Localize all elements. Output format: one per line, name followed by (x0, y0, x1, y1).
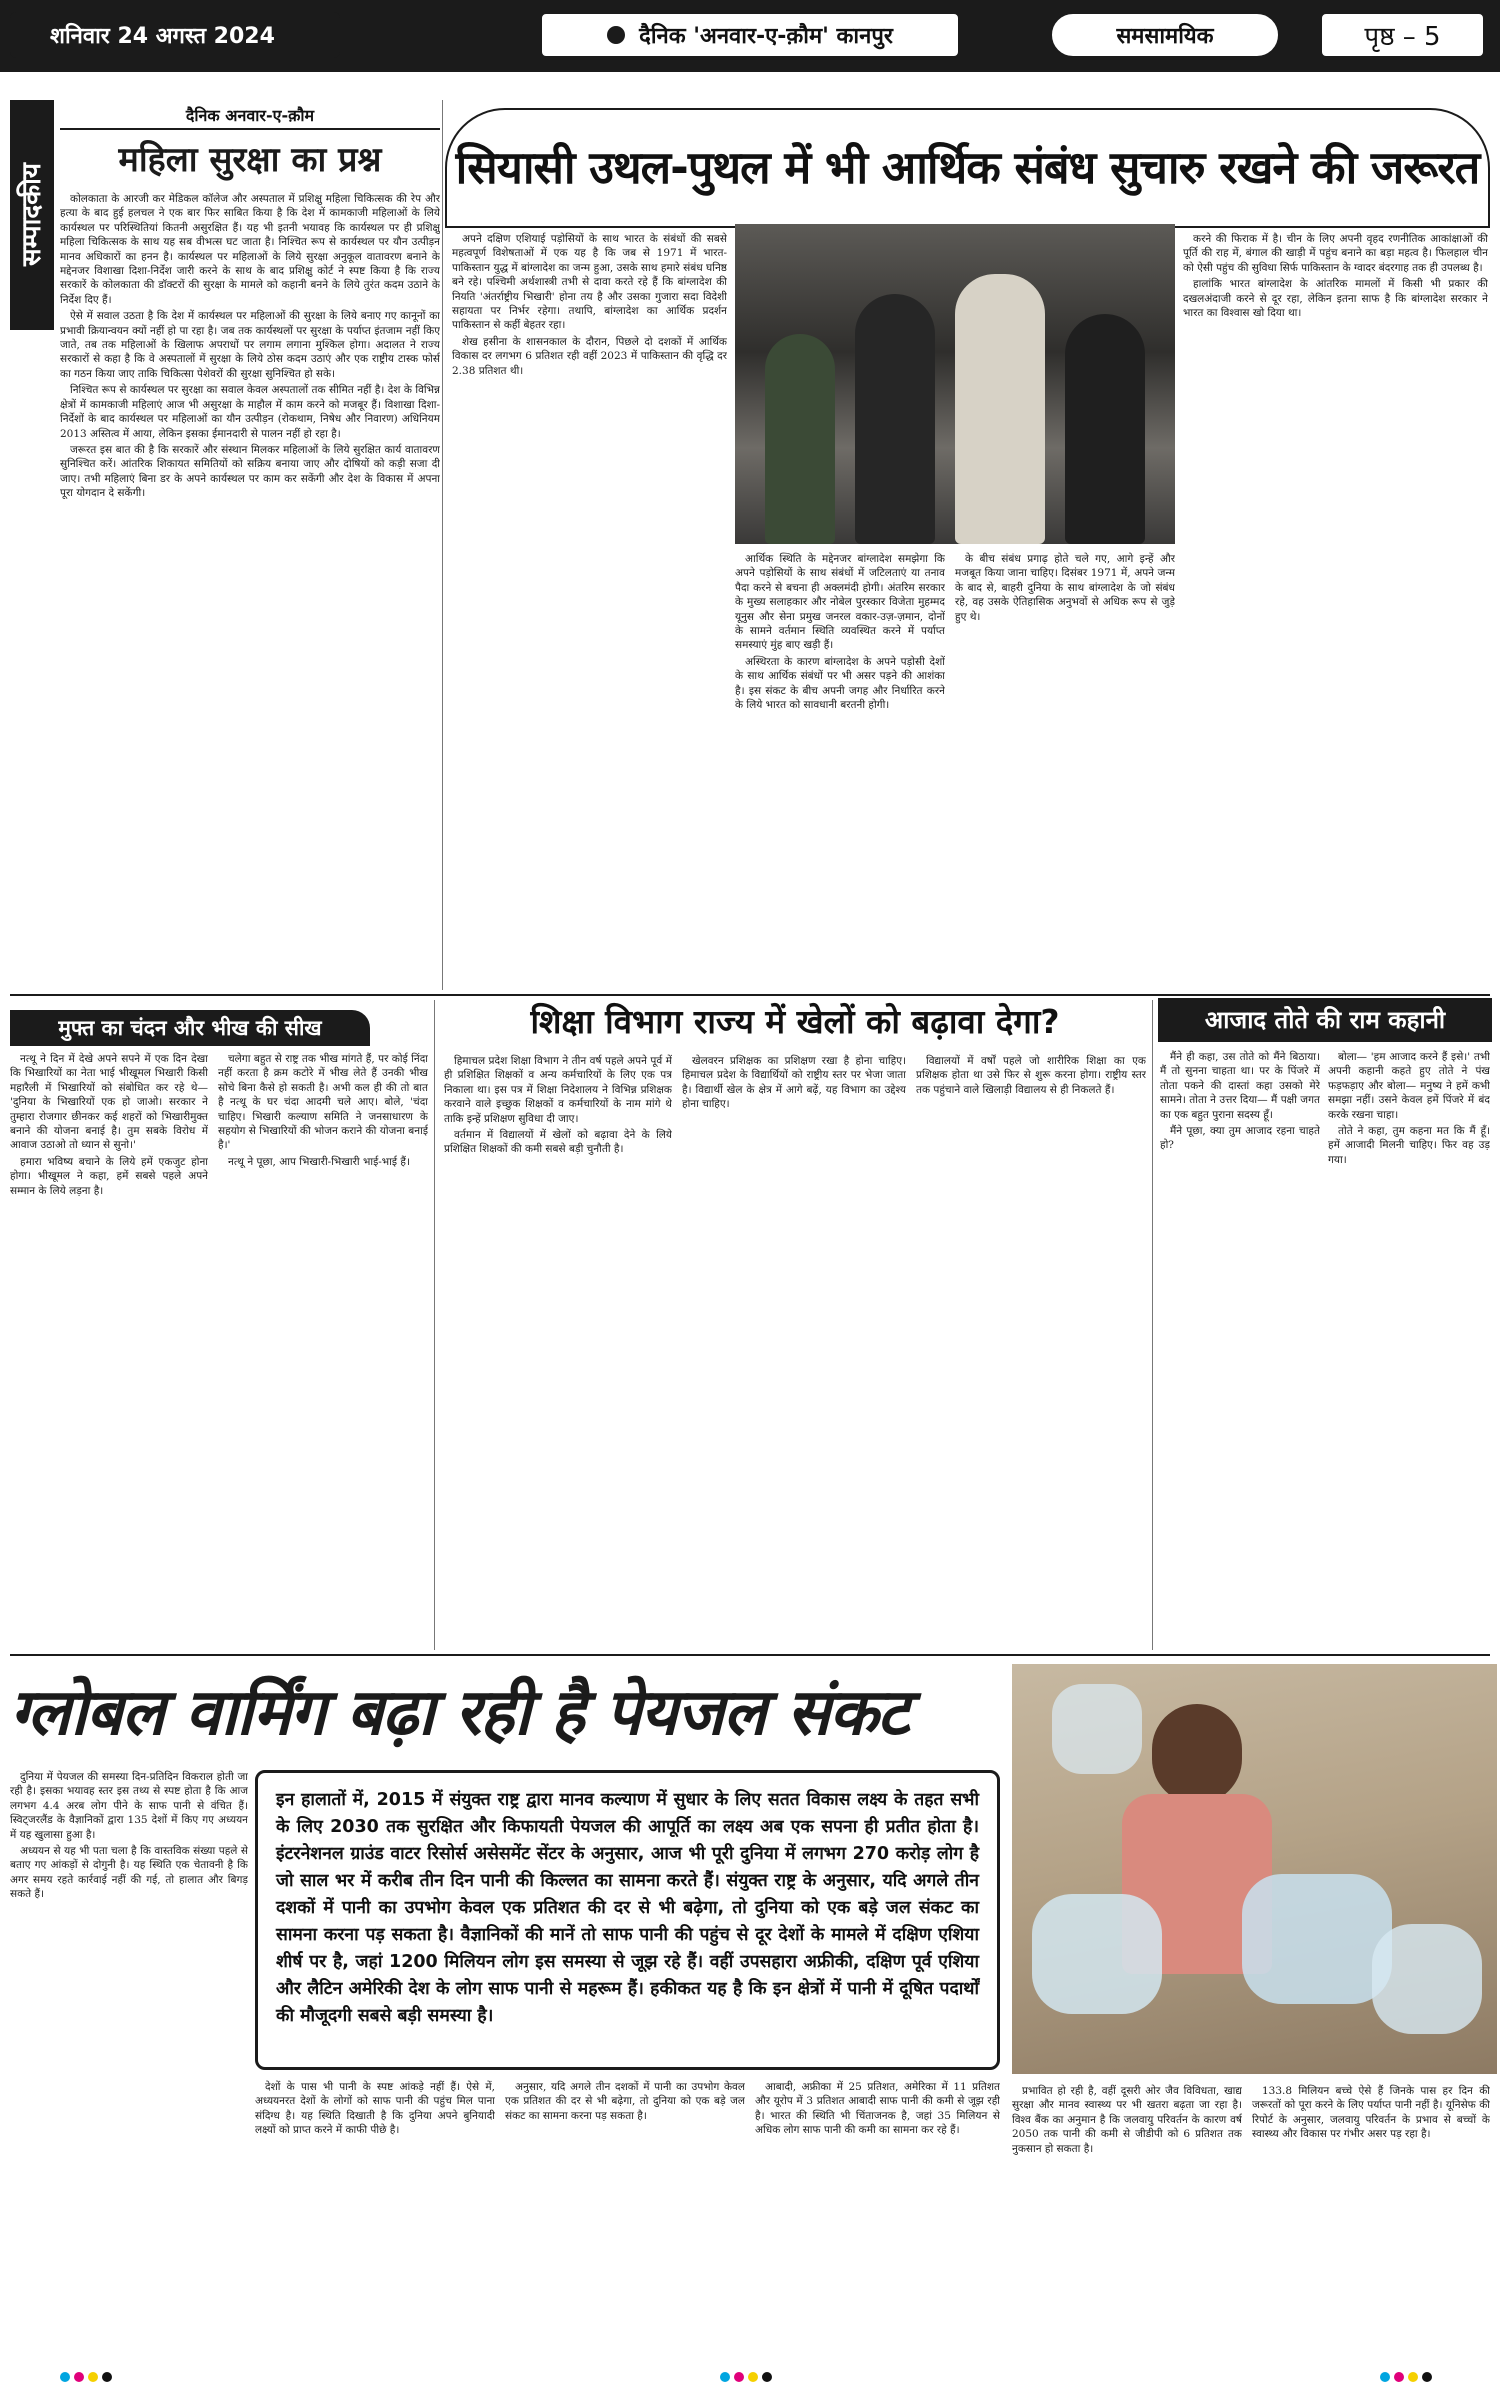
water-headline: ग्लोबल वार्मिंग बढ़ा रही है पेयजल संकट (10, 1676, 909, 1750)
khel-paragraph: खेलवरन प्रशिक्षक का प्रशिक्षण रखा है होना चाहिए। हिमाचल प्रदेश के विद्यार्थियों को राष्ट्रीय स्तर पर भेजा जाता है। विद्यार्थी खेल के क्षेत्र में आगे बढ़ें, यह विभाग का उद्देश्य होना चाहिए। (682, 1055, 906, 1111)
tote-paragraph: तोते ने कहा, तुम कहना मत कि मैं हूँ। हमें आजादी मिलनी चाहिए। फिर वह उड़ गया। (1328, 1125, 1490, 1166)
main-story-paragraph: हालांकि भारत बांग्लादेश के आंतरिक मामलों में किसी भी प्रकार की दखलअंदाजी करने से दूर रहा, लेकिन इतना साफ है कि बांग्लादेश सरकार ने भारत का विश्वास खो दिया था। (1183, 278, 1488, 320)
main-story-paragraph: आर्थिक स्थिति के मद्देनजर बांग्लादेश समझेगा कि अपने पड़ोसियों के साथ संबंधों में जटिलताएं या तनाव पैदा करने से बचना ही अक्लमंदी होगी। अंतरिम सरकार के मुख्य सलाहकार और नोबेल पुरस्कार विजेता मुहम्मद यूनुस और सेना प्रमुख जनरल वकार-उज़-ज़मान, दोनों के सामने वर्तमान स्थिति व्यवस्थित करने में पर्याप्त समस्याएं मुंह बाए खड़ी हैं। (735, 553, 945, 652)
section-divider (10, 1654, 1490, 1656)
water-col5 (1012, 2084, 1242, 2362)
masthead-page-number: पृष्ठ – 5 (1320, 12, 1485, 58)
tote-paragraph: मैंने ही कहा, उस तोते को मैंने बिठाया। मैं तो सुनना चाहता था। पर के पिंजरे में तोता पकने की दास्तां कहा उसको मेरे सामने। तोता ने उत्तर दिया— मैं पक्षी जगत का एक बहुत पुराना सदस्य हूँ। (1160, 1051, 1320, 1121)
tote-headline: आजाद तोते की राम कहानी (1158, 998, 1492, 1042)
editorial-paragraph: कोलकाता के आरजी कर मेडिकल कॉलेज और अस्पताल में प्रशिक्षु महिला चिकित्सक की रेप और हत्या के बाद हुई हलचल ने एक बार फिर साबित किया है कि देश में कामकाजी महिलाओं के लिये कार्यस्थल पर परिस्थितियां कितनी असुरक्षित हैं। यह भी इतनी भयावह कि कार्यस्थल पर ही प्रशिक्षु महिला चिकित्सक के साथ यह सब वीभत्स घट जाता है। निश्चित रूप से कार्यस्थल पर यौन उत्पीड़न मानव अधिकारों का हनन है। कार्यस्थल पर महिलाओं के लिये सुरक्षा अनुकूल वातावरण बनाने के मद्देनजर विशाखा दिशा-निर्देश जारी करने के साथ के बाद प्रशिक्षु कोर्ट ने स्पष्ट किया है कि राज्य सरकारें के कोलकाता की डॉक्टरों की सुरक्षा के मामले को कहानी बनने के लिये तुरंत कदम उठाने के निर्देश दिए हैं। (60, 193, 440, 306)
water-paragraph: अध्ययन से यह भी पता चला है कि वास्तविक संख्या पहले से बताए गए आंकड़ों से दोगुनी है। यह स्थिति एक चेतावनी है कि अगर समय रहते कार्रवाई नहीं की गई, तो हालात और बिगड़ सकते हैं। (10, 1845, 248, 1901)
masthead (0, 0, 1500, 72)
khel-paragraph: विद्यालयों में वर्षों पहले जो शारीरिक शिक्षा का एक प्रशिक्षक होता था उसे फिर से शुरू करना होगा। राष्ट्रीय स्तर तक पहुंचाने वाले खिलाड़ी विद्यालय से ही निकलते हैं। (916, 1055, 1146, 1096)
water-col6 (1252, 2084, 1490, 2362)
main-story-paragraph: शेख हसीना के शासनकाल के दौरान, पिछले दो दशकों में आर्थिक विकास दर लगभग 6 प्रतिशत रही वहीं 2023 में पाकिस्तान की वृद्धि दर 2.38 प्रतिशत थी। (452, 335, 727, 377)
photo-figure (955, 274, 1045, 544)
editorial-paragraph: जरूरत इस बात की है कि सरकारें और संस्थान मिलकर महिलाओं के लिये सुरक्षित कार्य वातावरण सुनिश्चित करें। आंतरिक शिकायत समितियों को सक्रिय बनाया जाए और दोषियों को कड़ी सजा दी जाए। तभी महिलाएं बिना डर के अपने कार्यस्थल पर काम कर सकेंगी और देश के विकास में अपना पूरा योगदान दे सकेंगी। (60, 443, 440, 500)
editorial-body (60, 192, 440, 982)
water-col3 (505, 2080, 745, 2362)
water-bottle (1372, 1924, 1482, 2034)
water-col1 (10, 1770, 248, 2362)
photo-figure (1065, 314, 1145, 544)
tote-col1 (1160, 1050, 1320, 1648)
khel-col3 (916, 1054, 1146, 1648)
water-highlight-box: इन हालातों में, 2015 में संयुक्त राष्ट्र द्वारा मानव कल्याण में सुधार के लिए सतत विकास लक्ष्य के तहत सभी के लिए 2030 तक सुरक्षित और किफायती पेयजल की आपूर्ति का लक्ष्य अब एक सपना ही प्रतीत होता है। इंटरनेशनल ग्राउंड वाटर रिसोर्स असेसमेंट सेंटर के अनुसार, आज भी पूरी दुनिया में लगभग 270 करोड़ लोग है जो साल भर में करीब तीन दिन पानी की किल्लत का सामना करते हैं। संयुक्त राष्ट्र के अनुसार, यदि अगले तीन दशकों में पानी का उपभोग केवल एक प्रतिशत की दर से भी बढ़ेगा, तो दुनिया को एक बड़े जल संकट का सामना करना पड़ सकता है। वैज्ञानिकों की मानें तो साफ पानी की पहुंच से दूर देशों के मामले में दक्षिण एशिया शीर्ष पर है, जहां 1200 मिलियन लोग इस समस्या से जूझ रहे हैं। वहीं उपसहारा अफ्रीकी, दक्षिण पूर्व एशिया और लैटिन अमेरिकी देश के लोग साफ पानी से महरूम हैं। हकीकत यह है कि इन क्षेत्रों में पानी में दूषित पदार्थों की मौजूदगी सबसे बड़ी समस्या है। (255, 1770, 1000, 2070)
bullet-icon (607, 26, 625, 44)
bhikh-col2 (218, 1052, 428, 1648)
main-story-paragraph: अस्थिरता के कारण बांग्लादेश के अपने पड़ोसी देशों के साथ आर्थिक संबंधों पर भी असर पड़ने की आशंका है। इस संकट के बीच अपनी जगह और निर्धारित करने के लिये भारत को सावधानी बरतनी होगी। (735, 655, 945, 712)
tote-paragraph: बोला— 'हम आजाद करने हैं इसे।' तभी अपनी कहानी कहते हुए तोते ने पंख फड़फड़ाए और बोला— मनुष्य ने हमें कभी समझा नहीं। उसने केवल हमें पिंजरे में बंद करके रखना चाहा। (1328, 1051, 1490, 1121)
bhikh-col1 (10, 1052, 208, 1648)
masthead-date: शनिवार 24 अगस्त 2024 (10, 12, 340, 58)
tote-paragraph: मैंने पूछा, क्या तुम आजाद रहना चाहते हो? (1160, 1125, 1320, 1152)
registration-dot (74, 2372, 84, 2382)
editorial-paragraph: निश्चित रूप से कार्यस्थल पर सुरक्षा का सवाल केवल अस्पतालों तक सीमित नहीं है। देश के विभिन्न क्षेत्रों में कामकाजी महिलाएं आज भी असुरक्षा के माहौल में काम करने को मजबूर हैं। विशाखा दिशा-निर्देशों के बाद कार्यस्थल पर महिलाओं का यौन उत्पीड़न (रोकथाम, निषेध और निवारण) अधिनियम 2013 अस्तित्व में आया, लेकिन इसका ईमानदारी से पालन नहीं हो रहा है। (60, 384, 440, 440)
registration-dot (1422, 2372, 1432, 2382)
main-story-col2a (735, 552, 945, 992)
registration-dot (720, 2372, 730, 2382)
editorial-title: महिला सुरक्षा का प्रश्न (118, 140, 382, 180)
main-story-paragraph: अपने दक्षिण एशियाई पड़ोसियों के साथ भारत के संबंधों की सबसे महत्वपूर्ण विशेषताओं में एक यह है कि जब से 1971 में भारत-पाकिस्तान युद्ध में बांग्लादेश का जन्म हुआ, उसके साथ हमारे संबंध घनिष्ठ बने रहे। पश्चिमी अर्थशास्त्री तभी से दावा करते रहे हैं कि बांग्लादेश की नियति 'अंतर्राष्ट्रीय भिखारी' होना तय है और उसका गुजारा सदा विदेशी सहायता पर निर्भर रहेगा। तथापि, बांग्लादेश का आर्थिक प्रदर्शन पाकिस्तान से कहीं बेहतर रहा। (452, 233, 727, 332)
editorial-strip: सम्पादकीय (10, 100, 54, 330)
bhikh-paragraph: नत्थू ने पूछा, आप भिखारी-भिखारी भाई-भाई हैं। (228, 1155, 410, 1168)
main-story-col1 (452, 232, 727, 992)
main-story-paragraph: करने की फिराक में है। चीन के लिए अपनी वृहद रणनीतिक आकांक्षाओं की पूर्ति की राह में, बंगाल की खाड़ी में पहुंच बनाने का बड़ा महत्व है। फिलहाल चीन को ऐसी पहुंच की सुविधा सिर्फ पाकिस्तान के ग्वादर बंदरगाह तक ही उपलब्ध है। (1183, 233, 1488, 274)
water-paragraph: अनुसार, यदि अगले तीन दशकों में पानी का उपभोग केवल एक प्रतिशत की दर से भी बढ़ेगा, तो दुनिया को एक बड़े जल संकट का सामना करना पड़ सकता है। (505, 2081, 745, 2122)
news-photo-dignitaries (735, 224, 1175, 544)
photo-figure (1152, 1704, 1242, 1804)
main-headline: सियासी उथल-पुथल में भी आर्थिक संबंध सुचारु रखने की जरूरत (445, 108, 1490, 228)
water-paragraph: प्रभावित हो रही है, वहीं दूसरी ओर जैव विविधता, खाद्य सुरक्षा और मानव स्वास्थ्य पर भी खतरा बढ़ता जा रहा है। विश्व बैंक का अनुमान है कि जलवायु परिवर्तन के कारण वर्ष 2050 तक पानी की कमी से जीडीपी को 6 प्रतिशत तक नुकसान हो सकता है। (1012, 2085, 1242, 2155)
registration-dot (1394, 2372, 1404, 2382)
registration-dot (102, 2372, 112, 2382)
khel-headline: शिक्षा विभाग राज्य में खेलों को बढ़ावा देगा? (530, 1002, 1060, 1041)
news-photo-child-with-water-bottles (1012, 1664, 1497, 2074)
water-bottle (1242, 1874, 1392, 2004)
water-paragraph: दुनिया में पेयजल की समस्या दिन-प्रतिदिन विकराल होती जा रही है। इसका भयावह स्तर इस तथ्य से स्पष्ट होता है कि आज लगभग 4.4 अरब लोग पीने के साफ पानी से वंचित हैं। स्विट्जरलैंड के वैज्ञानिकों द्वारा 135 देशों में किए गए अध्ययन में यह खुलासा हुआ है। (10, 1771, 248, 1841)
masthead-paper-label: दैनिक 'अनवार-ए-क़ौम' कानपुर (639, 24, 893, 49)
tote-col2 (1328, 1050, 1490, 1648)
registration-dot (734, 2372, 744, 2382)
column-divider (442, 100, 443, 990)
photo-figure (765, 334, 835, 544)
khel-col1 (444, 1054, 672, 1648)
khel-paragraph: वर्तमान में विद्यालयों में खेलों को बढ़ावा देने के लिये प्रशिक्षित शिक्षकों की कमी सबसे बड़ी चुनौती है। (444, 1129, 672, 1156)
bhikh-headline: मुफ्त का चंदन और भीख की सीख (10, 1010, 370, 1046)
bhikh-paragraph: चलेगा बहुत से राष्ट्र तक भीख मांगते हैं, पर कोई निंदा नहीं करता है क्रम कटोरे में भीख लेते हैं उनकी भीख सोचे बिना कैसे हो सकती है। अभी कल ही की तो बात है नत्थू के घर चंदा आदमी चले आए। बोले, 'चंदा चाहिए। भिखारी कल्याण समिति ने जनसाधारण के सहयोग से भिखारियों की भोजन कराने की योजना बनाई है।' (218, 1053, 428, 1152)
color-registration-strip (0, 2368, 1500, 2384)
water-bottle (1052, 1684, 1142, 1774)
masthead-section: समसामयिक (1050, 12, 1280, 58)
bhikh-paragraph: हमारा भविष्य बचाने के लिये हमें एकजुट होना होगा। भीखूमल ने कहा, हमें सबसे पहले अपने सम्मान के लिये लड़ना है। (10, 1155, 208, 1197)
main-story-col3 (1183, 232, 1488, 992)
registration-dot (1408, 2372, 1418, 2382)
water-paragraph: देशों के पास भी पानी के स्पष्ट आंकड़े नहीं हैं। ऐसे में, अध्ययनरत देशों के लोगों को साफ पानी की पहुंच मिल पाना संदिग्ध है। यह स्थिति दिखाती है कि दुनिया अपने बुनियादी लक्ष्यों को प्राप्त करने में काफी पीछे है। (255, 2081, 495, 2137)
registration-dot (748, 2372, 758, 2382)
main-story-paragraph: के बीच संबंध प्रगाढ़ होते चले गए, आगे इन्हें और मजबूत किया जाना चाहिए। दिसंबर 1971 में, अपने जन्म के बाद से, बाहरी दुनिया के साथ बांग्लादेश के जो संबंध रहे, वह उसके ऐतिहासिक अनुभवों से अधिक रूप से जुड़े हुए थे। (955, 553, 1175, 623)
registration-dot (88, 2372, 98, 2382)
column-divider (434, 1000, 435, 1650)
water-paragraph: 133.8 मिलियन बच्चे ऐसे हैं जिनके पास हर दिन की जरूरतों को पूरा करने के लिए पर्याप्त पानी नहीं है। यूनिसेफ की रिपोर्ट के अनुसार, जलवायु परिवर्तन के प्रभाव से बच्चों के स्वास्थ्य और विकास पर गंभीर असर पड़ रहा है। (1252, 2085, 1490, 2141)
khel-paragraph: हिमाचल प्रदेश शिक्षा विभाग ने तीन वर्ष पहले अपने पूर्व में ही प्रशिक्षित शिक्षकों व अन्य कर्मचारियों के लिए एक पत्र निकाला था। इस पत्र में शिक्षा निदेशालय ने विभिन्न प्रशिक्षक करवाने वाले इच्छुक शिक्षकों व कर्मचारियों के नाम मांगे थे ताकि इन्हें प्रशिक्षण सुविधा दी जाए। (444, 1055, 672, 1125)
main-story-col2b (955, 552, 1175, 992)
masthead-paper-name (540, 12, 960, 58)
khel-col2 (682, 1054, 906, 1648)
editorial-kicker: दैनिक अनवार-ए-क़ौम (60, 104, 440, 130)
water-bottle (1032, 1894, 1162, 2014)
column-divider (1152, 1000, 1153, 1650)
water-col2 (255, 2080, 495, 2362)
registration-dot (60, 2372, 70, 2382)
water-paragraph: आबादी, अफ्रीका में 25 प्रतिशत, अमेरिका में 11 प्रतिशत और यूरोप में 3 प्रतिशत आबादी साफ पानी की कमी से जूझ रही है। भारत की स्थिति भी चिंताजनक है, जहां 35 मिलियन से अधिक लोग साफ पानी की कमी का सामना कर रहे हैं। (755, 2081, 1000, 2137)
registration-dot (1380, 2372, 1390, 2382)
editorial-paragraph: ऐसे में सवाल उठता है कि देश में कार्यस्थल पर महिलाओं की सुरक्षा के लिये बनाए गए कानूनों का प्रभावी क्रियान्वयन क्यों नहीं हो पा रहा है। जब तक कार्यस्थलों पर सुरक्षा के पर्याप्त इंतजाम नहीं किए जाते, तब तक महिलाओं के खिलाफ अपराधों पर लगाम लगाना मुश्किल होगा। अदालत ने राज्य सरकारों से कहा है कि वे अस्पतालों में सुरक्षा के लिये ठोस कदम उठाएं और एक राष्ट्रीय टास्क फोर्स का गठन किया जाए ताकि चिकित्सा पेशेवरों की सुरक्षा सुनिश्चित हो सके। (60, 310, 440, 380)
photo-figure (855, 294, 935, 544)
water-col4 (755, 2080, 1000, 2362)
registration-dot (762, 2372, 772, 2382)
bhikh-paragraph: नत्थू ने दिन में देखे अपने सपने में एक दिन देखा कि भिखारियों का नेता भाई भीखूमल भिखारी किसी महारैली में भिखारियों को संबोधित कर रहे थे— 'दुनिया के भिखारियों एक हो जाओ। सरकार ने तुम्हारा रोजगार छीनकर कई शहरों को भिखारीमुक्त बनाने की योजना बनाई है। तुम सबके विरोध में आवाज उठाओ तो ध्यान से सुनो।' (10, 1053, 208, 1152)
